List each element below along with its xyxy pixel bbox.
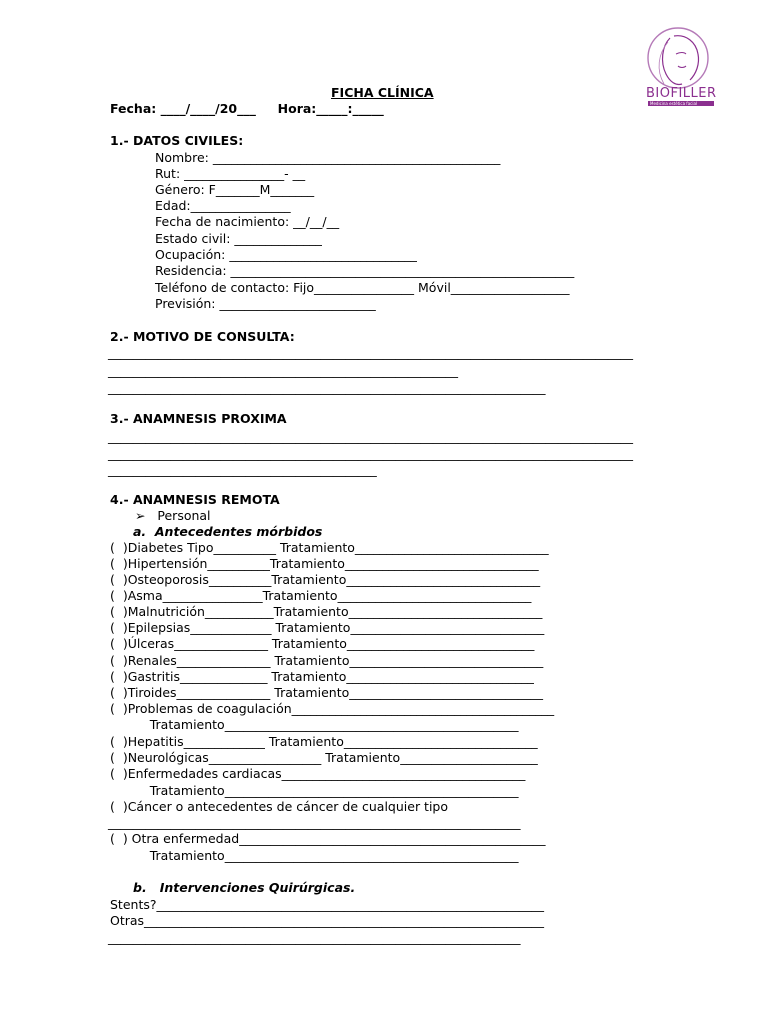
field-telefono: Teléfono de contacto: Fijo________________ Móvil___________________	[155, 280, 570, 295]
item-cancer: ( )Cáncer o antecedentes de cáncer de cualquier tipo	[110, 799, 449, 814]
field-prevision: Previsión: _________________________	[155, 296, 376, 311]
otras-line: __________________________________________________________________	[108, 930, 521, 945]
intervenciones-heading: b. Intervenciones Quirúrgicas.	[133, 880, 356, 895]
fecha-hora-line: Fecha: ____/____/20___ Hora:_____:_____	[110, 101, 384, 116]
proxima-line-1: ____________________________________________________________________________________	[108, 429, 633, 444]
personal-bullet: ➢ Personal	[135, 508, 211, 523]
field-rut: Rut: ________________- __	[155, 166, 306, 181]
item-cardiacas: ( )Enfermedades cardiacas_______________________________________	[110, 766, 526, 781]
section3-heading: 3.- ANAMNESIS PROXIMA	[110, 411, 287, 426]
page-title: FICHA CLÍNICA	[331, 85, 434, 100]
motivo-line-1: ____________________________________________________________________________________	[108, 345, 633, 360]
item-malnutricion: ( )Malnutrición___________Tratamiento_______________________________	[110, 604, 543, 619]
item-epilepsias: ( )Epilepsias_____________ Tratamiento_______________________________	[110, 620, 545, 635]
field-ocupacion: Ocupación: ______________________________	[155, 247, 417, 262]
item-otra-tratamiento: Tratamiento_______________________________________________	[110, 848, 519, 863]
item-hepatitis: ( )Hepatitis_____________ Tratamiento_______________________________	[110, 734, 538, 749]
item-renales: ( )Renales_______________ Tratamiento_______________________________	[110, 653, 544, 668]
logo-subtitle: Medicina estética facial	[650, 100, 698, 106]
item-osteoporosis: ( )Osteoporosis__________Tratamiento_______________________________	[110, 572, 541, 587]
item-coagulacion-tratamiento: Tratamiento_______________________________________________	[110, 717, 519, 732]
section2-heading: 2.- MOTIVO DE CONSULTA:	[110, 329, 295, 344]
item-hipertension: ( )Hipertensión__________Tratamiento_______________________________	[110, 556, 539, 571]
item-neurologicas: ( )Neurológicas__________________ Tratamiento______________________	[110, 750, 538, 765]
item-tiroides: ( )Tiroides_______________ Tratamiento_______________________________	[110, 685, 543, 700]
proxima-line-2: ____________________________________________________________________________________	[108, 446, 633, 461]
field-residencia: Residencia: _______________________________________________________	[155, 263, 575, 278]
item-coagulacion: ( )Problemas de coagulación__________________________________________	[110, 701, 555, 716]
field-fecha-nacimiento: Fecha de nacimiento: __/__/__	[155, 214, 340, 229]
proxima-line-3: ___________________________________________	[108, 462, 377, 477]
item-gastritis: ( )Gastritis______________ Tratamiento______________________________	[110, 669, 534, 684]
item-ulceras: ( )Úlceras_______________ Tratamiento______________________________	[110, 636, 535, 651]
item-cardiacas-tratamiento: Tratamiento_______________________________________________	[110, 783, 519, 798]
item-otra-enfermedad: ( ) Otra enfermedad_________________________________________________	[110, 831, 546, 846]
logo-brand: BIOFILLER	[646, 86, 717, 101]
motivo-line-3: ______________________________________________________________________	[108, 380, 546, 395]
motivo-line-2: ________________________________________________________	[108, 363, 458, 378]
field-estado-civil: Estado civil: ______________	[155, 231, 322, 246]
section1-heading: 1.- DATOS CIVILES:	[110, 133, 244, 148]
field-otras: Otras________________________________________________________________	[110, 913, 545, 928]
item-diabetes: ( )Diabetes Tipo__________ Tratamiento_______________________________	[110, 540, 549, 555]
section4-heading: 4.- ANAMNESIS REMOTA	[110, 492, 280, 507]
antecedentes-morbidos-heading: a. Antecedentes mórbidos	[133, 524, 323, 539]
item-cancer-line: __________________________________________________________________	[108, 815, 521, 830]
field-stents: Stents?______________________________________________________________	[110, 897, 544, 912]
item-asma: ( )Asma________________Tratamiento_______________________________	[110, 588, 532, 603]
field-edad: Edad:________________	[155, 198, 291, 213]
field-genero: Género: F_______M_______	[155, 182, 315, 197]
field-nombre: Nombre: ______________________________________________	[155, 150, 501, 165]
